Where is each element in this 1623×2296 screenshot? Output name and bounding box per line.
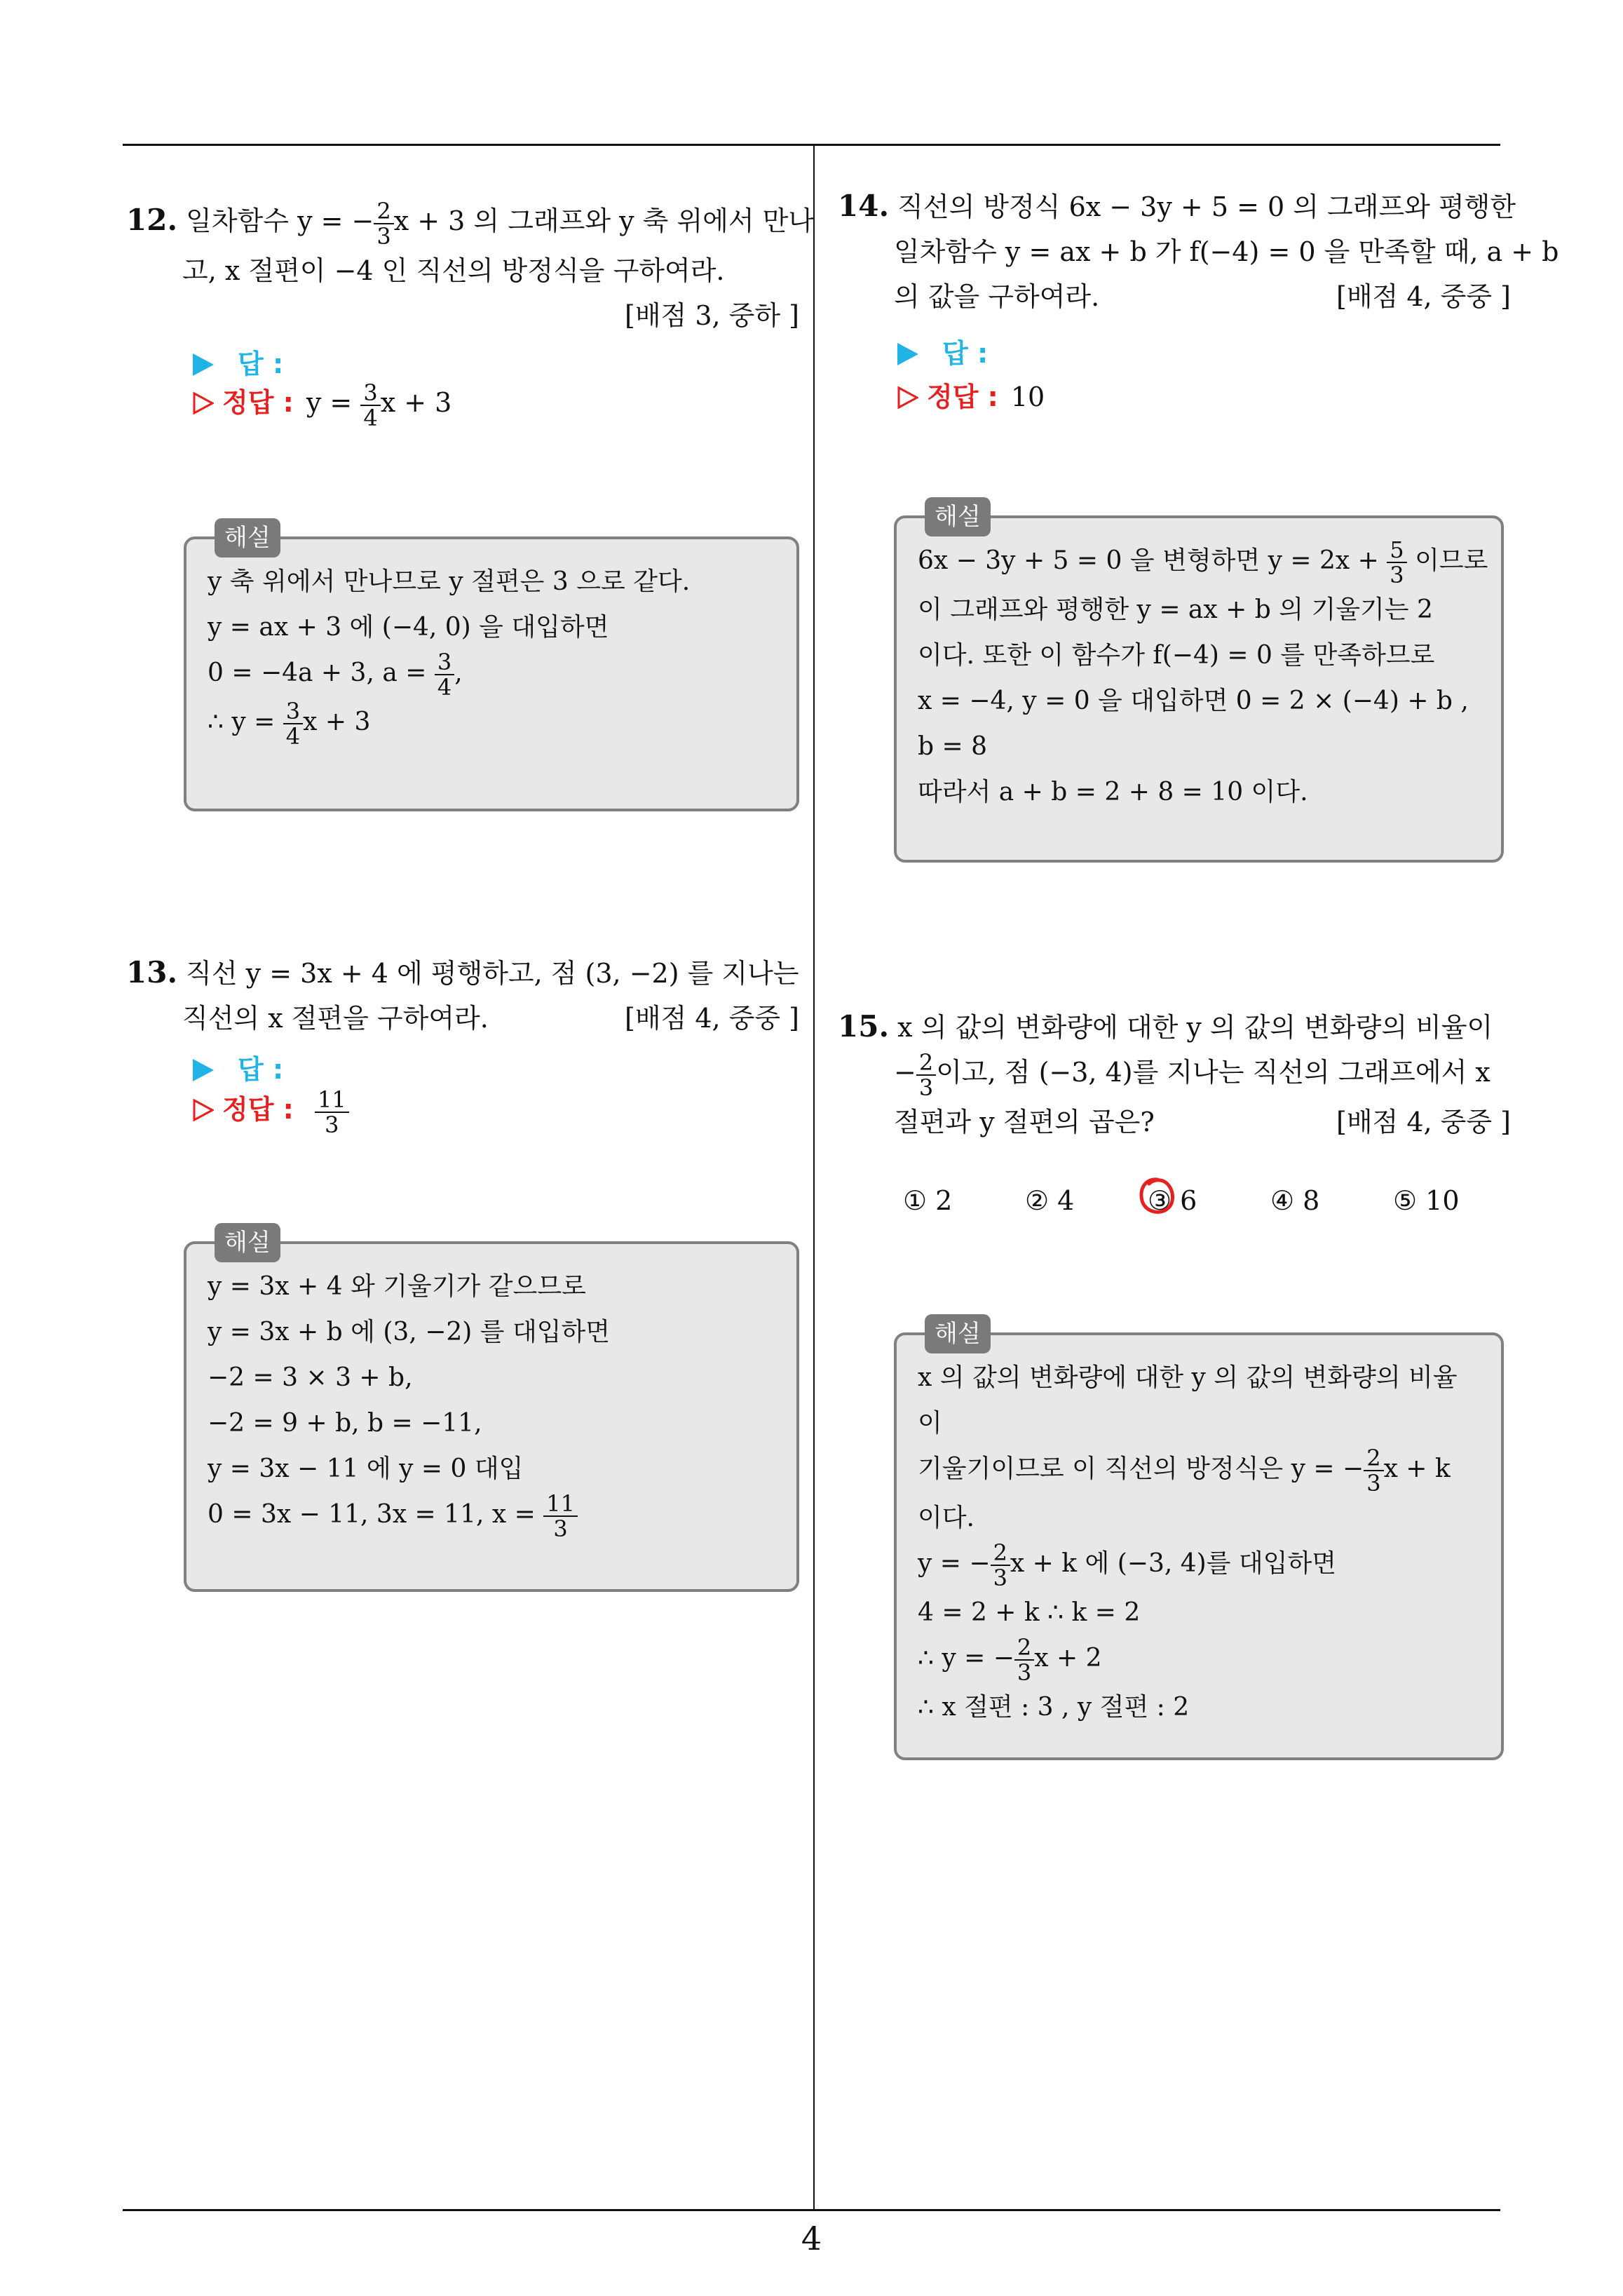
- correct-answer-row: 정답 : 10: [897, 374, 1045, 419]
- answer-row[interactable]: 답 :: [193, 1047, 283, 1092]
- explanation-tag: 해설: [925, 1314, 991, 1353]
- problem-number: 15.: [838, 1009, 890, 1044]
- explanation-box-12: 해설 y 축 위에서 만나므로 y 절편은 3 으로 같다. y = ax + 3 에 (−4, 0) 을 대입하면 0 = −4a + 3, a = $\frac{3}{4}$ , ∴ y = $\frac{3}{4}$ x + 3: [184, 536, 799, 811]
- problem-number: 12.: [126, 203, 178, 237]
- top-rule: [123, 144, 1500, 146]
- column-divider: [813, 144, 815, 2209]
- problem-number: 14.: [838, 189, 890, 223]
- choice-5[interactable]: ⑤ 10: [1393, 1185, 1460, 1216]
- correct-answer-row: 정답 : $\frac{11}{3}$: [193, 1087, 349, 1137]
- explanation-box-13: 해설 y = 3x + 4 와 기울기가 같으므로 y = 3x + b 에 (3, −2) 를 대입하면 −2 = 3 × 3 + b, −2 = 9 + b, b = −11, y = 3x − 11 에 y = 0 대입 0 = 3x − 11, 3x = 11, x = $\frac{11}{3}$: [184, 1241, 799, 1592]
- problem-number: 13.: [126, 955, 178, 990]
- fraction: $\frac{2}{3}$: [1364, 1446, 1383, 1495]
- correct-answer-row: 정답 : y = $\frac{3}{4}$ x + 3: [193, 380, 451, 430]
- explanation-box-14: 해설 6x − 3y + 5 = 0 을 변형하면 y = 2x + $\frac{5}{3}$ 이므로 이 그래프와 평행한 y = ax + b 의 기울기는 2 이다. 또한 이 함수가 f(−4) = 0 를 만족하므로 x = −4, y = 0 을 대입하면 0 = 2 × (−4) + b , b = 8 따라서 a + b = 2 + 8 = 10 이다.: [894, 515, 1504, 863]
- score-label: [배점 4, 중중 ]: [625, 1003, 799, 1034]
- selected-circle-icon: [1136, 1175, 1176, 1217]
- fraction: $\frac{3}{4}$: [283, 699, 303, 748]
- explanation-box-15: 해설 x 의 값의 변화량에 대한 y 의 값의 변화량의 비율 이 기울기이므로 이 직선의 방정식은 y = − $\frac{2}{3}$ x + k 이다. y = − $\frac{2}{3}$ x + k 에 (−3, 4)를 대입하면 4 = 2 + k ∴ k = 2 ∴ y = − $\frac{2}{3}$ x + 2 ∴ x 절편 : 3 , y 절편 : 2: [894, 1332, 1504, 1760]
- answer-triangle-icon: [193, 353, 214, 376]
- answer-row[interactable]: 답 :: [897, 331, 988, 376]
- explanation-tag: 해설: [925, 497, 991, 536]
- fraction: $\frac{11}{3}$: [543, 1492, 578, 1541]
- fraction: $\frac{5}{3}$: [1387, 538, 1406, 587]
- fraction: $\frac{2}{3}$: [991, 1541, 1010, 1590]
- problem-14: 14. 직선의 방정식 6x − 3y + 5 = 0 의 그래프와 평행한 일차함수 y = ax + b 가 f(−4) = 0 을 만족할 때, a + b 의 값을 구하여라. [배점 4, 중중 ] 답 : 정답 : 10: [838, 184, 1511, 319]
- answer-row[interactable]: 답 :: [193, 342, 283, 386]
- score-label: [배점 3, 중하 ]: [625, 299, 799, 331]
- bottom-rule: [123, 2209, 1500, 2211]
- fraction: $\frac{2}{3}$: [916, 1051, 936, 1100]
- fraction: $\frac{11}{3}$: [315, 1088, 349, 1137]
- correct-triangle-icon: [897, 386, 918, 409]
- fraction: $\frac{3}{4}$: [360, 381, 380, 430]
- fraction: $\frac{3}{4}$: [435, 650, 454, 699]
- page-number: 4: [801, 2220, 822, 2257]
- correct-triangle-icon: [193, 392, 214, 414]
- choice-3[interactable]: ③ 6: [1148, 1185, 1197, 1216]
- problem-15: 15. x 의 값의 변화량에 대한 y 의 값의 변화량의 비율이 − $\frac{2}{3}$ 이고, 점 (−3, 4)를 지나는 직선의 그래프에서 x 절편과 y 절편의 곱은? [배점 4, 중중 ]: [838, 1004, 1511, 1144]
- score-label: [배점 4, 중중 ]: [1336, 281, 1511, 312]
- correct-triangle-icon: [193, 1099, 214, 1121]
- explanation-tag: 해설: [215, 518, 280, 558]
- fraction: $\frac{2}{3}$: [1014, 1635, 1034, 1684]
- fraction: $\frac{2}{3}$: [374, 199, 393, 248]
- choice-2[interactable]: ② 4: [1025, 1185, 1075, 1216]
- choice-4[interactable]: ④ 8: [1270, 1185, 1320, 1216]
- problem-12: 12. 일차함수 y = − $\frac{2}{3}$ x + 3 의 그래프와 y 축 위에서 만나 고, x 절편이 −4 인 직선의 방정식을 구하여라. [배점 3, 중하 ] 답 : 정답 : y = $\frac{3}{4}$ x + 3: [126, 197, 815, 431]
- answer-triangle-icon: [193, 1059, 214, 1081]
- choice-1[interactable]: ① 2: [903, 1185, 953, 1216]
- explanation-tag: 해설: [215, 1223, 280, 1262]
- problem-13: 13. 직선 y = 3x + 4 에 평행하고, 점 (3, −2) 를 지나는 직선의 x 절편을 구하여라. [배점 4, 중중 ] 답 : 정답 : $\frac{11}{3}$: [126, 955, 799, 1138]
- score-label: [배점 4, 중중 ]: [1336, 1106, 1511, 1137]
- answer-triangle-icon: [897, 343, 918, 365]
